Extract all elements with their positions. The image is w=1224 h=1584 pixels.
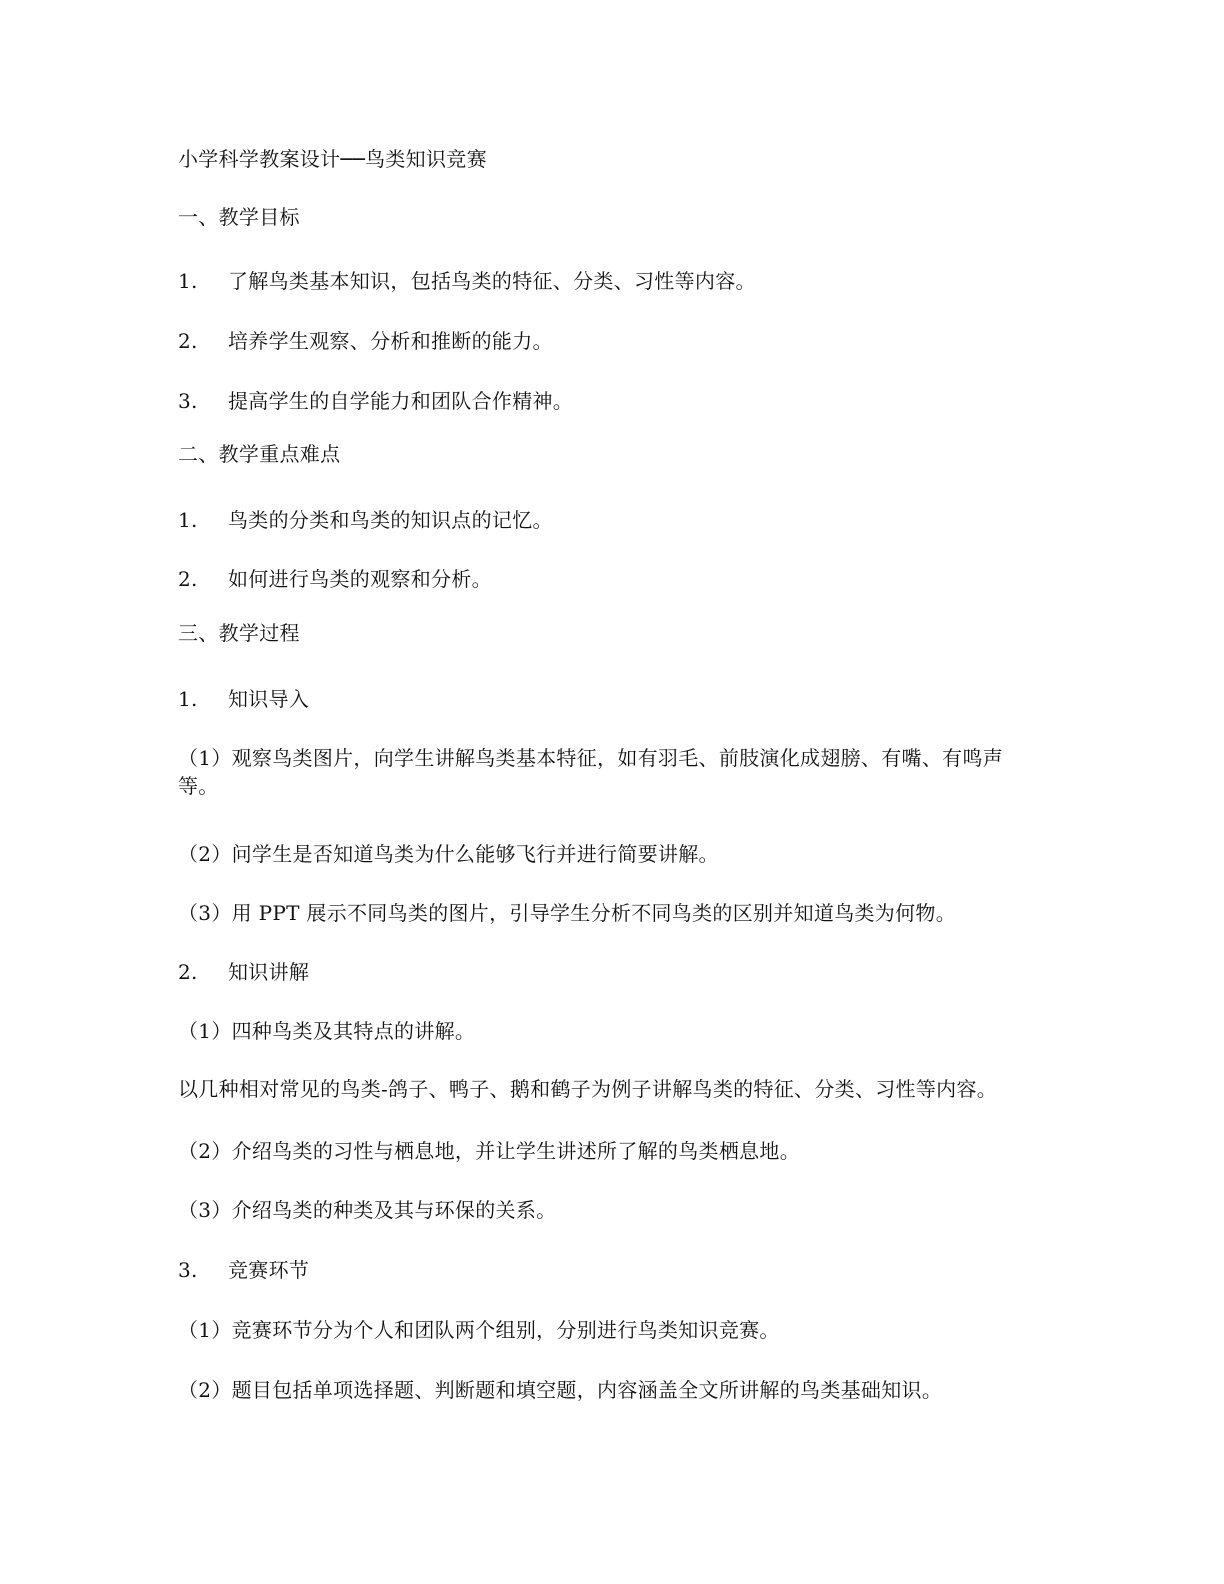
paragraph: 以几种相对常见的鸟类-鸽子、鸭子、鹅和鹤子为例子讲解鸟类的特征、分类、习性等内容。 [178,1077,998,1101]
paragraph: （2）介绍鸟类的习性与栖息地，并让学生讲述所了解的鸟类栖息地。 [178,1139,801,1163]
list-item [178,327,553,355]
list-text: 如何进行鸟类的观察和分析。 [228,567,492,591]
list-number: 1. [178,269,198,293]
list-item [178,506,553,534]
list-item [178,387,573,415]
paragraph: （1）四种鸟类及其特点的讲解。 [178,1019,476,1043]
list-text: 知识讲解 [228,960,310,984]
list-text: 提高学生的自学能力和团队合作精神。 [228,389,574,413]
list-text: 了解鸟类基本知识，包括鸟类的特征、分类、习性等内容。 [228,269,756,293]
list-item [178,685,309,713]
list-item [178,565,492,593]
paragraph: （3）用 PPT 展示不同鸟类的图片，引导学生分析不同鸟类的区别并知道鸟类为何物。 [178,901,956,925]
list-number: 1. [178,508,198,532]
section-heading-key-points: 二、教学重点难点 [178,442,341,466]
paragraph: （1）观察鸟类图片，向学生讲解鸟类基本特征，如有羽毛、前肢演化成翅膀、有嘴、有鸣声等。 [178,746,1004,798]
section-heading-process: 三、教学过程 [178,621,300,645]
paragraph: （3）介绍鸟类的种类及其与环保的关系。 [178,1198,557,1222]
list-text: 培养学生观察、分析和推断的能力。 [228,329,553,353]
list-number: 2. [178,567,198,591]
document-title: 小学科学教案设计──鸟类知识竞赛 [178,147,487,171]
list-item [178,958,309,986]
list-number: 3. [178,1258,198,1282]
list-number: 2. [178,960,198,984]
paragraph: （2）问学生是否知道鸟类为什么能够飞行并进行简要讲解。 [178,842,719,866]
list-text: 竞赛环节 [228,1258,310,1282]
paragraph: （1）竞赛环节分为个人和团队两个组别，分别进行鸟类知识竞赛。 [178,1318,780,1342]
list-item [178,267,756,295]
list-number: 2. [178,329,198,353]
paragraph: （2）题目包括单项选择题、判断题和填空题，内容涵盖全文所讲解的鸟类基础知识。 [178,1378,943,1402]
list-item [178,1256,309,1284]
list-text: 鸟类的分类和鸟类的知识点的记忆。 [228,508,553,532]
list-text: 知识导入 [228,687,310,711]
section-heading-objectives: 一、教学目标 [178,205,300,229]
list-number: 3. [178,389,198,413]
list-number: 1. [178,687,198,711]
